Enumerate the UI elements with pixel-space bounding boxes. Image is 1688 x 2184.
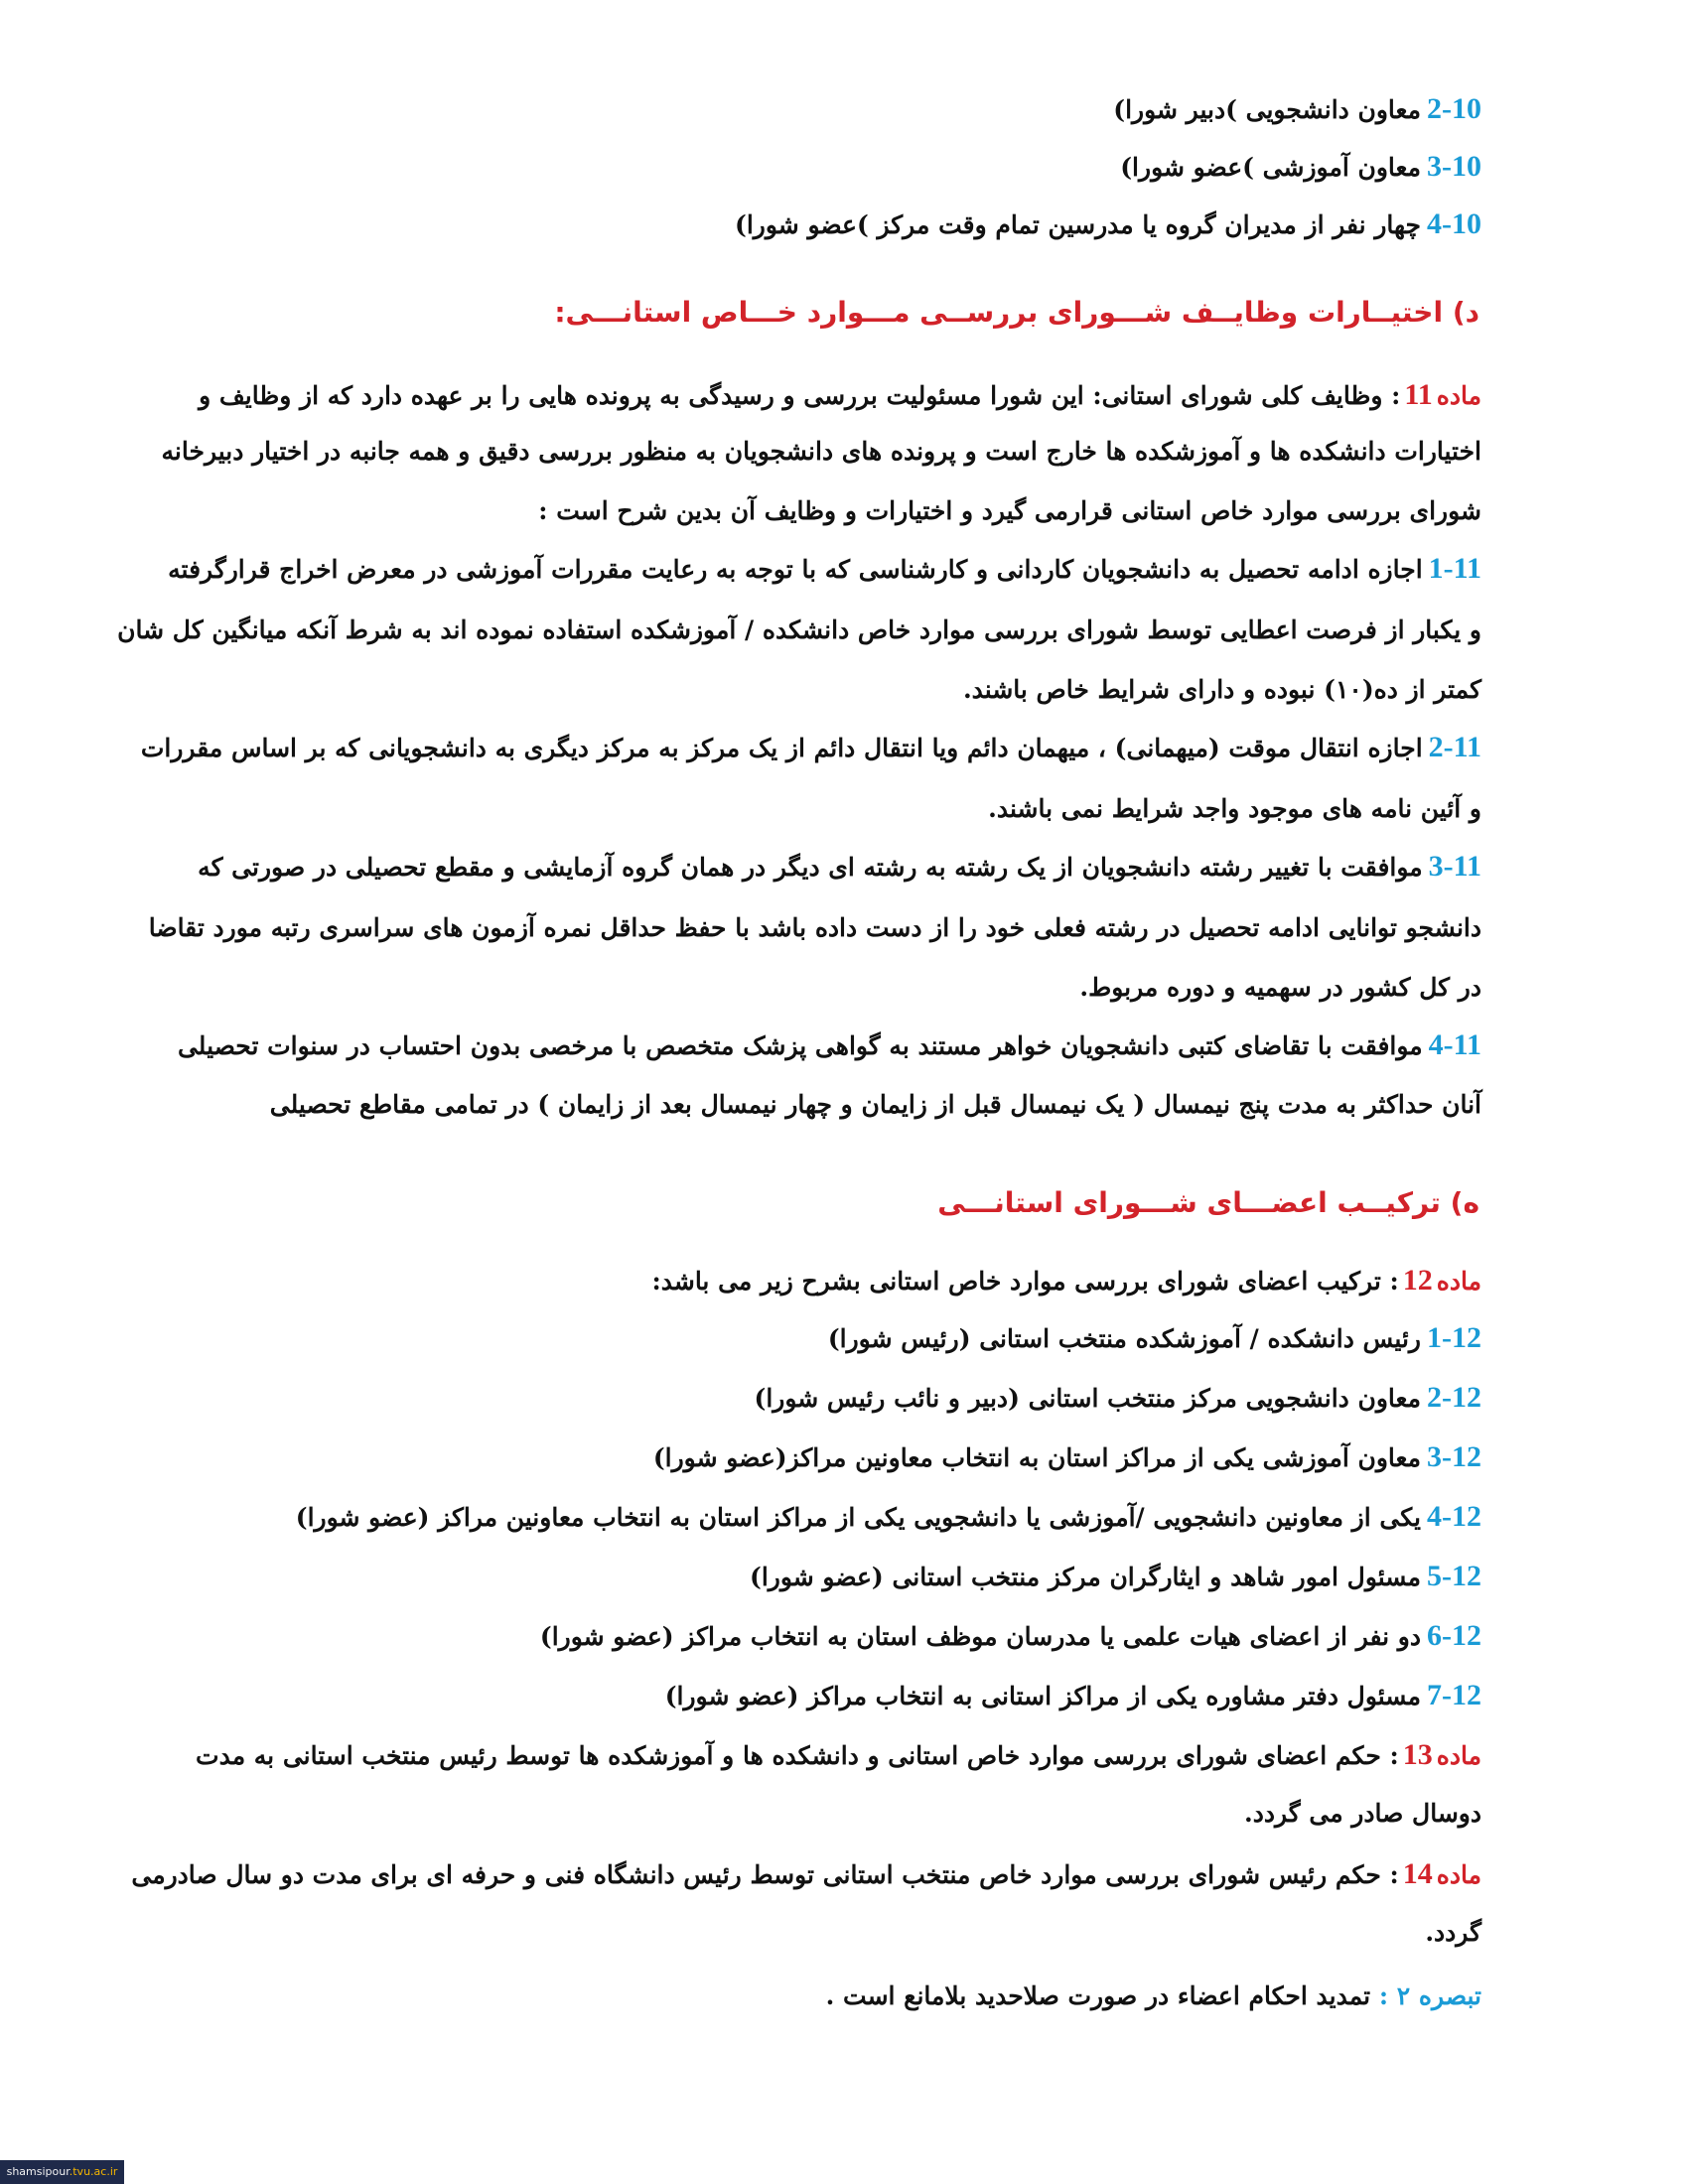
madeh-text: : حکم رئیس شورای بررسی موارد خاص منتخب استانی توسط رئیس دانشگاه فنی و حرفه ای برای مدت دو سال صادرمی [131,1860,1399,1889]
madeh-number: 11 [1404,378,1433,411]
item-3-11-line-2: دانشجو توانایی ادامه تحصیل در رشته فعلی خود را از دست داده باشد با حفظ حداقل نمره آزمون های سراسری رتبه مورد تقاضا [148,913,1481,942]
item-number: 7-12 [1427,1679,1481,1711]
watermark-suffix: .tvu.ac.ir [69,2165,118,2178]
madeh-label: ماده [1436,1267,1481,1296]
item-number: 1-11 [1428,552,1481,585]
item-text: اجازه ادامه تحصیل به دانشجویان کاردانی و کارشناسی که با توجه به رعایت مقررات آموزشی در معرض اخراج قرارگرفته [168,555,1423,584]
note-text: تمدید احکام اعضاء در صورت صلاحدید بلامانع است . [825,1981,1371,2010]
madeh-13-line-1 [196,1737,1481,1773]
item-text: چهار نفر از مدیران گروه یا مدرسین تمام وقت مرکز )عضو شورا) [735,210,1421,239]
madeh-label: ماده [1436,1860,1481,1889]
madeh-text: : حکم اعضای شورای بررسی موارد خاص استانی و دانشکده ها و آموزشکده ها توسط رئیس منتخب استانی به مدت [196,1741,1399,1770]
item-text: رئیس دانشکده / آموزشکده منتخب استانی (رئیس شورا) [827,1324,1421,1353]
item-5-12 [750,1559,1481,1594]
watermark-prefix: shamsipour [6,2165,70,2178]
item-text: معاون آموزشی )عضو شورا) [1120,153,1421,182]
item-number: 1-12 [1427,1321,1481,1354]
madeh-text: : وظایف کلی شورای استانی: این شورا مسئولیت بررسی و رسیدگی به پرونده هایی را بر عهده دارد که از وظایف و [199,381,1401,410]
madeh-12 [652,1263,1481,1298]
item-4-11-line-1 [177,1027,1481,1063]
item-2-10 [1113,91,1481,127]
item-text: مسئول دفتر مشاوره یکی از مراکز استانی به انتخاب مراکز (عضو شورا) [664,1682,1421,1710]
item-text: اجازه انتقال موقت (میهمانی) ، میهمان دائم ویا انتقال دائم از یک مرکز به مرکز دیگری به دانشجویانی که بر اساس مقررات [140,734,1423,762]
item-2-11-line-1 [140,730,1481,765]
section-heading-h: ه) ترکیــب اعضـــای شـــورای استانـــی [937,1186,1479,1219]
item-number: 2-12 [1427,1381,1481,1414]
site-watermark [0,2160,124,2184]
madeh-label: ماده [1436,381,1481,410]
item-text: معاون آموزشی یکی از مراکز استان به انتخاب معاونین مراکز(عضو شورا) [652,1443,1421,1472]
item-number: 4-12 [1427,1500,1481,1533]
item-number: 6-12 [1427,1619,1481,1652]
item-1-11-line-1 [168,551,1481,587]
item-4-11-line-2: آنان حداکثر به مدت پنج نیمسال ( یک نیمسال قبل از زایمان و چهار نیمسال بعد از زایمان ) در تمامی مقاطع تحصیلی [269,1090,1481,1119]
item-3-12 [653,1439,1481,1475]
item-7-12 [665,1678,1481,1713]
item-3-11-line-1 [198,849,1481,885]
madeh-number: 12 [1402,1264,1433,1297]
note-2 [826,1981,1481,2011]
note-label: تبصره ۲ : [1378,1981,1481,2010]
item-text: معاون دانشجویی مرکز منتخب استانی (دبیر و نائب رئیس شورا) [754,1384,1421,1413]
madeh-11-line-3: شورای بررسی موارد خاص استانی قرارمی گیرد و اختیارات و وظایف آن بدین شرح است : [538,496,1481,525]
madeh-11-line-2: اختیارات دانشکده ها و آموزشکده ها خارج است و پرونده های دانشجویان به منظور بررسی دقیق و همه جانبه در اختیار دبیرخانه [161,437,1481,466]
item-number: 4-10 [1427,207,1481,240]
madeh-11-line-1 [199,377,1481,413]
item-number: 3-11 [1428,850,1481,883]
item-text: مسئول امور شاهد و ایثارگران مرکز منتخب استانی (عضو شورا) [749,1563,1421,1591]
item-1-12 [828,1320,1481,1356]
item-text: یکی از معاونین دانشجویی /آموزشی یا دانشجویی یکی از مراکز استان به انتخاب معاونین مراکز (عضو شورا) [295,1503,1421,1532]
item-2-12 [755,1380,1481,1416]
item-text: دو نفر از اعضای هیات علمی یا مدرسان موظف استان به انتخاب مراکز (عضو شورا) [539,1622,1421,1651]
item-number: 2-10 [1427,92,1481,125]
madeh-label: ماده [1436,1741,1481,1770]
section-heading-d: د) اختیــارات وظایــف شـــورای بررســی مـــوارد خـــاص استانـــی: [554,296,1479,329]
madeh-text: : ترکیب اعضای شورای بررسی موارد خاص استانی بشرح زیر می باشد: [651,1267,1399,1296]
item-number: 2-11 [1428,731,1481,763]
madeh-14-line-1 [131,1856,1481,1892]
item-number: 3-10 [1427,150,1481,183]
madeh-14-line-2: گردد. [1425,1918,1481,1947]
item-4-12 [296,1499,1481,1535]
item-number: 4-11 [1428,1028,1481,1061]
item-3-10 [1120,149,1481,185]
item-text: موافقت با تقاضای کتبی دانشجویان خواهر مستند به گواهی پزشک متخصص با مرخصی بدون احتساب در سنوات تحصیلی [177,1031,1423,1060]
madeh-number: 13 [1402,1738,1433,1771]
item-6-12 [540,1618,1481,1654]
item-1-11-line-3: کمتر از ده(۱۰) نبوده و دارای شرایط خاص باشند. [962,675,1481,704]
madeh-13-line-2: دوسال صادر می گردد. [1244,1799,1481,1828]
item-4-10 [735,206,1481,242]
item-3-11-line-3: در کل کشور در سهمیه و دوره مربوط. [1079,973,1481,1002]
item-number: 3-12 [1427,1440,1481,1473]
item-1-11-line-2: و یکبار از فرصت اعطایی توسط شورای بررسی موارد خاص دانشکده / آموزشکده استفاده نموده اند به شرط آنکه میانگین کل شان [117,615,1481,644]
madeh-number: 14 [1402,1857,1433,1890]
item-text: معاون دانشجویی )دبیر شورا) [1113,95,1421,124]
item-number: 5-12 [1427,1560,1481,1592]
item-2-11-line-2: و آئین نامه های موجود واجد شرایط نمی باشند. [988,794,1481,823]
item-text: موافقت با تغییر رشته دانشجویان از یک رشته به رشته ای دیگر در همان گروه آزمایشی و مقطع تحصیلی در صورتی که [198,853,1423,882]
